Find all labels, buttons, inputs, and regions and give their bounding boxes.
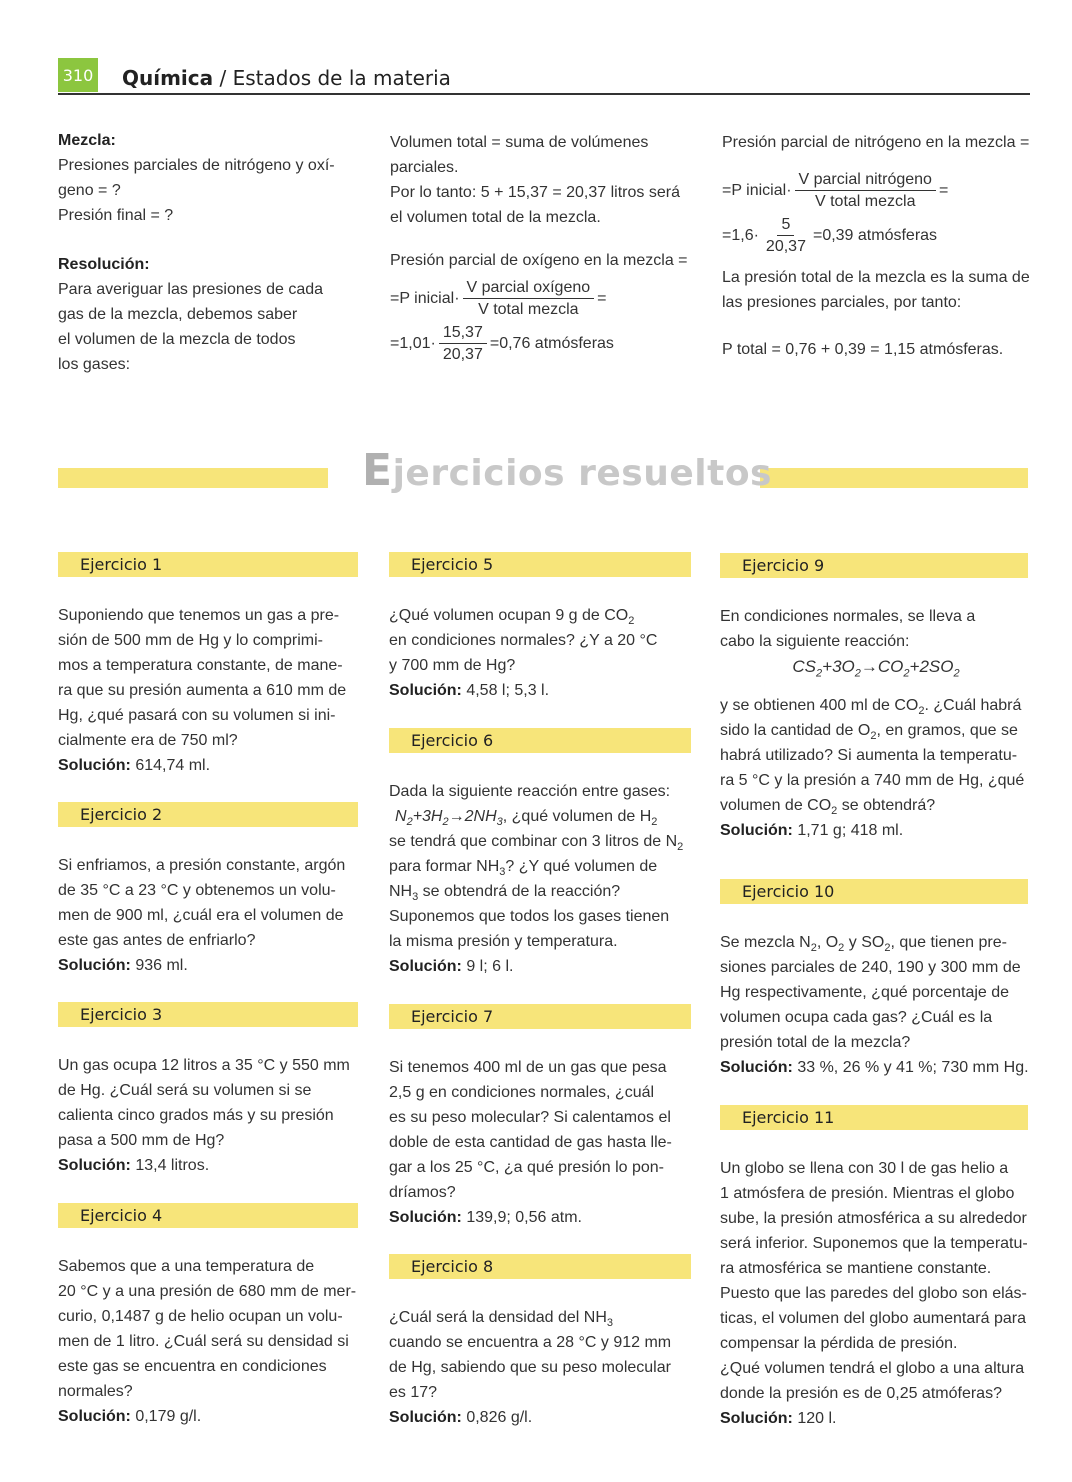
- numerator: 15,37: [439, 322, 487, 344]
- text-line: dríamos?: [389, 1184, 456, 1201]
- section-title: [362, 445, 772, 496]
- text-line: curio, 0,1487 g de helio ocupan un volu-: [58, 1308, 343, 1325]
- solution-line: [58, 1153, 358, 1178]
- exercise-3-body: [58, 1053, 358, 1178]
- text-line: gas de la mezcla, debemos saber: [58, 306, 298, 323]
- fraction: [439, 322, 487, 365]
- text-line: Se mezcla $N_2$, $O_2$ y $SO_2$, que tienen pre-: [720, 934, 1007, 955]
- solution-label: Solución:: [389, 958, 462, 975]
- solution-value: 9 l; 6 l.: [461, 958, 514, 975]
- solution-line: [58, 953, 358, 978]
- text-line: mos a temperatura constante, de mane-: [58, 657, 343, 674]
- solution-value: 120 l.: [792, 1410, 837, 1427]
- exercise-6-body: [389, 779, 694, 979]
- fraction: [762, 214, 810, 257]
- text-line: geno = ?: [58, 182, 121, 199]
- text-line: Hg, ¿qué pasará con su volumen si ini-: [58, 707, 336, 724]
- text-line: [389, 603, 694, 628]
- exercise-10-heading: Ejercicio 10: [720, 879, 1028, 904]
- text-line: siones parciales de 240, 190 y 300 mm de: [720, 959, 1021, 976]
- formula-text: =1,01·: [390, 335, 436, 352]
- text-line: ra atmosférica se mantiene constante.: [720, 1260, 992, 1277]
- exercise-5-body: [389, 603, 694, 703]
- text-line: es 17?: [389, 1384, 438, 1401]
- text-line: ra 5 °C y la presión a 740 mm de Hg, ¿qué: [720, 772, 1025, 789]
- text-line: y se obtienen 400 ml de $CO_2$. ¿Cuál habrá: [720, 697, 1022, 718]
- exercise-1-body: [58, 603, 358, 778]
- header-topic: Estados de la materia: [232, 66, 451, 90]
- top-column-1: [58, 128, 348, 377]
- text-line: Presiones parciales de nitrógeno y oxí-: [58, 157, 335, 174]
- nitrogen-formula: [722, 169, 1042, 212]
- text-line: volumen ocupa cada gas? ¿Cuál es la: [720, 1009, 993, 1026]
- subscript: 2: [628, 615, 635, 628]
- solution-label: Solución:: [389, 1409, 462, 1426]
- exercise-4-heading: Ejercicio 4: [58, 1203, 358, 1228]
- solution-label: Solución:: [720, 822, 793, 839]
- text-line: sión de 500 mm de Hg y lo comprimi-: [58, 632, 323, 649]
- page-number: 310: [58, 58, 98, 92]
- text-line: ¿Qué volumen tendrá el globo a una altura: [720, 1360, 1025, 1377]
- text-line: cialmente era de 750 ml?: [58, 732, 238, 749]
- reaction-equation: $CS_2+3O_2\to CO_2+2SO_2$: [792, 657, 960, 680]
- text-line: las presiones parciales, por tanto:: [722, 294, 962, 311]
- text-line: de Hg, sabiendo que su peso molecular: [389, 1359, 671, 1376]
- numerator: V parcial nitrógeno: [795, 169, 936, 191]
- text-line: normales?: [58, 1383, 133, 1400]
- banner-bar-left: [58, 468, 328, 488]
- exercise-9-body: [720, 604, 1032, 843]
- solution-label: Solución:: [58, 1157, 131, 1174]
- text-line: parciales.: [390, 159, 459, 176]
- header-subject: Química: [122, 66, 214, 90]
- text-line: Suponiendo que tenemos un gas a pre-: [58, 607, 340, 624]
- top-column-3: [722, 130, 1042, 362]
- numerator: V parcial oxígeno: [463, 277, 595, 299]
- solution-line: [389, 678, 694, 703]
- solution-line: [720, 1406, 1032, 1431]
- solution-value: 614,74 ml.: [130, 757, 211, 774]
- exercise-8-heading: Ejercicio 8: [389, 1254, 691, 1279]
- text-line: cabo la siguiente reacción:: [720, 633, 910, 650]
- text-fragment: , ¿qué volumen de H: [502, 808, 652, 825]
- exercise-8-body: [389, 1305, 694, 1430]
- denominator: V total mezcla: [814, 193, 916, 210]
- exercise-7-body: [389, 1055, 694, 1230]
- solution-line: [389, 1205, 694, 1230]
- solution-label: Solución:: [389, 682, 462, 699]
- text-line: Puesto que las paredes del globo son elás-: [720, 1285, 1027, 1302]
- exercise-2-heading: Ejercicio 2: [58, 802, 358, 827]
- formula-text: =P inicial·: [722, 182, 792, 199]
- text-line: Si tenemos 400 ml de un gas que pesa: [389, 1059, 667, 1076]
- text-line: la misma presión y temperatura.: [389, 933, 618, 950]
- text-line: Suponemos que todos los gases tienen: [389, 908, 670, 925]
- text-line: Por lo tanto: 5 + 15,37 = 20,37 litros será: [390, 184, 680, 201]
- oxygen-result: [390, 322, 700, 365]
- solution-value: 0,179 g/l.: [130, 1408, 202, 1425]
- text-line: En condiciones normales, se lleva a: [720, 608, 976, 625]
- subscript: 2: [651, 816, 658, 829]
- text-line: Volumen total = suma de volúmenes: [390, 134, 649, 151]
- denominator: V total mezcla: [478, 301, 579, 318]
- text-line: Presión parcial de nitrógeno en la mezcla =: [722, 134, 1030, 151]
- text-line: gar a los 25 °C, ¿a qué presión lo pon-: [389, 1159, 664, 1176]
- text-line: este gas se encuentra en condiciones: [58, 1358, 327, 1375]
- text-line: de 35 °C a 23 °C y obtenemos un volu-: [58, 882, 336, 899]
- text-line: presión total de la mezcla?: [720, 1034, 911, 1051]
- text-line: el volumen total de la mezcla.: [390, 209, 601, 226]
- title-initial: E: [362, 445, 393, 496]
- text-line: La presión total de la mezcla es la suma de: [722, 269, 1030, 286]
- text-line: Un gas ocupa 12 litros a 35 °C y 550 mm: [58, 1057, 350, 1074]
- text-line: Hg respectivamente, ¿qué porcentaje de: [720, 984, 1010, 1001]
- numerator: 5: [777, 214, 794, 236]
- text-line: este gas antes de enfriarlo?: [58, 932, 256, 949]
- solution-label: Solución:: [58, 757, 131, 774]
- exercise-11-body: [720, 1156, 1032, 1431]
- text-fragment: ¿Qué volumen ocupan 9 g de CO: [389, 607, 629, 624]
- text-line: y 700 mm de Hg?: [389, 657, 516, 674]
- text-line: men de 1 litro. ¿Cuál será su densidad si: [58, 1333, 349, 1350]
- exercise-6-heading: Ejercicio 6: [389, 728, 691, 753]
- text-line: sube, la presión atmosférica a su alrededor: [720, 1210, 1027, 1227]
- solution-label: Solución:: [720, 1410, 793, 1427]
- text-line: donde la presión es de 0,25 atmóferas?: [720, 1385, 1002, 1402]
- text-line: en condiciones normales? ¿Y a 20 °C: [389, 632, 658, 649]
- solution-line: [58, 753, 358, 778]
- text-line: 1 atmósfera de presión. Mientras el globo: [720, 1185, 1015, 1202]
- oxygen-formula: [390, 277, 700, 320]
- resolucion-label: Resolución:: [58, 256, 150, 273]
- solution-line: [389, 954, 694, 979]
- running-header: [122, 66, 451, 90]
- solution-value: 139,9; 0,56 atm.: [461, 1209, 582, 1226]
- title-rest: jercicios resueltos: [392, 453, 772, 494]
- text-line: es su peso molecular? Si calentamos el: [389, 1109, 671, 1126]
- solution-label: Solución:: [58, 1408, 131, 1425]
- solution-value: 4,58 l; 5,3 l.: [461, 682, 550, 699]
- exercise-7-heading: Ejercicio 7: [389, 1004, 691, 1029]
- text-line: 2,5 g en condiciones normales, ¿cuál: [389, 1084, 655, 1101]
- solution-line: [720, 818, 1032, 843]
- formula-text: =P inicial·: [390, 290, 460, 307]
- text-line: los gases:: [58, 356, 131, 373]
- formula-text: =0,39 atmósferas: [812, 227, 938, 244]
- text-line: Para averiguar las presiones de cada: [58, 281, 324, 298]
- text-line: calienta cinco grados más y su presión: [58, 1107, 334, 1124]
- text-line: Si enfriamos, a presión constante, argón: [58, 857, 346, 874]
- solution-line: [58, 1404, 358, 1429]
- text-line: 20 °C y a una presión de 680 mm de mer-: [58, 1283, 357, 1300]
- exercise-1-heading: Ejercicio 1: [58, 552, 358, 577]
- exercise-10-body: [720, 930, 1032, 1080]
- solution-label: Solución:: [389, 1209, 462, 1226]
- fraction: [795, 169, 936, 212]
- solution-line: [720, 1055, 1032, 1080]
- text-line: P total = 0,76 + 0,39 = 1,15 atmósferas.: [722, 341, 1004, 358]
- exercise-5-heading: Ejercicio 5: [389, 552, 691, 577]
- text-line: doble de esta cantidad de gas hasta lle-: [389, 1134, 672, 1151]
- denominator: 20,37: [442, 346, 483, 363]
- solution-value: 33 %, 26 % y 41 %; 730 mm Hg.: [792, 1059, 1029, 1076]
- solution-value: 13,4 litros.: [130, 1157, 210, 1174]
- text-line: para formar $NH_3$? ¿Y qué volumen de: [389, 858, 658, 879]
- header-rule: [58, 93, 1030, 95]
- fraction: [463, 277, 595, 320]
- exercise-3-heading: Ejercicio 3: [58, 1002, 358, 1027]
- text-line: Sabemos que a una temperatura de: [58, 1258, 315, 1275]
- text-line: ticas, el volumen del globo aumentará para: [720, 1310, 1026, 1327]
- formula-text: =: [597, 290, 607, 307]
- exercise-11-heading: Ejercicio 11: [720, 1105, 1028, 1130]
- exercise-2-body: [58, 853, 358, 978]
- nitrogen-result: [722, 214, 1042, 257]
- text-line: se tendrá que combinar con 3 litros de $N_2$: [389, 833, 684, 854]
- header-separator: /: [213, 66, 233, 90]
- mezcla-label: Mezcla:: [58, 132, 116, 149]
- text-line: Presión parcial de oxígeno en la mezcla =: [390, 252, 688, 269]
- text-line: ra que su presión aumenta a 610 mm de: [58, 682, 347, 699]
- exercise-9-heading: Ejercicio 9: [720, 553, 1028, 578]
- top-column-2: [390, 130, 700, 365]
- formula-text: =: [938, 182, 949, 199]
- text-line: de Hg. ¿Cuál será su volumen si se: [58, 1082, 312, 1099]
- text-line: [389, 804, 694, 829]
- text-line: será inferior. Suponemos que la temperatu-: [720, 1235, 1028, 1252]
- text-line: men de 900 ml, ¿cuál era el volumen de: [58, 907, 344, 924]
- solution-value: 1,71 g; 418 ml.: [792, 822, 904, 839]
- reaction-equation: $N_2+3H_2\to 2NH_3$: [395, 808, 503, 829]
- text-line: sido la cantidad de $O_2$, en gramos, que se: [720, 722, 1018, 743]
- solution-line: [389, 1405, 694, 1430]
- banner-bar-right: [760, 468, 1028, 488]
- text-line: pasa a 500 mm de Hg?: [58, 1132, 225, 1149]
- solution-label: Solución:: [58, 957, 131, 974]
- denominator: 20,37: [765, 238, 806, 255]
- solution-value: 936 ml.: [130, 957, 188, 974]
- text-line: Un globo se llena con 30 l de gas helio a: [720, 1160, 1009, 1177]
- text-line: cuando se encuentra a 28 °C y 912 mm: [389, 1334, 672, 1351]
- text-line: el volumen de la mezcla de todos: [58, 331, 296, 348]
- formula-text: =0,76 atmósferas: [489, 335, 614, 352]
- solution-value: 0,826 g/l.: [461, 1409, 533, 1426]
- formula-text: =1,6·: [722, 227, 759, 244]
- text-line: Dada la siguiente reacción entre gases:: [389, 783, 671, 800]
- solution-label: Solución:: [720, 1059, 793, 1076]
- text-line: $NH_3$ se obtendrá de la reacción?: [389, 883, 621, 904]
- text-line: compensar la pérdida de presión.: [720, 1335, 958, 1352]
- exercise-4-body: [58, 1254, 358, 1429]
- text-line: habrá utilizado? Si aumenta la temperatu-: [720, 747, 1018, 764]
- text-line: volumen de $CO_2$ se obtendrá?: [720, 797, 936, 818]
- text-line: Presión final = ?: [58, 207, 174, 224]
- text-line: ¿Cuál será la densidad del $NH_3$: [389, 1309, 614, 1330]
